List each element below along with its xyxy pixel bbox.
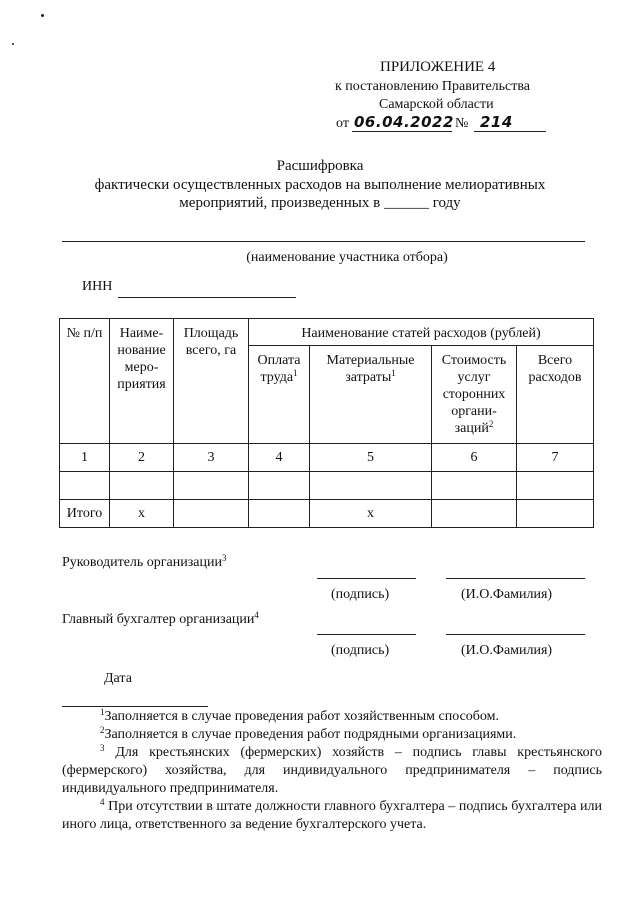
table-cell: 2 — [110, 444, 174, 472]
header-third-party-services: Стоимость услуг сторонних органи-заций$^2$ — [432, 346, 517, 444]
table-cell: 1 — [60, 444, 110, 472]
participant-caption: (наименование участника отбора) — [246, 250, 448, 265]
head-name-caption: (И.О.Фамилия) — [461, 587, 553, 602]
scan-speck — [41, 14, 44, 17]
inn-line — [118, 297, 296, 298]
date-underline — [352, 131, 452, 132]
resolution-line: к постановлению Правительства — [335, 79, 531, 94]
handwritten-number: 214 — [480, 113, 513, 131]
table-cell[interactable] — [517, 472, 594, 500]
table-cell[interactable] — [310, 472, 432, 500]
head-name-line — [446, 578, 585, 579]
total-cell: x — [110, 500, 174, 528]
head-signature-caption: (подпись) — [331, 587, 390, 602]
scan-speck — [12, 43, 14, 45]
table-cell: 3 — [174, 444, 249, 472]
table-row-empty — [60, 472, 594, 500]
table-cell: 7 — [517, 444, 594, 472]
region-line: Самарской области — [379, 97, 494, 112]
total-cell[interactable] — [174, 500, 249, 528]
total-cell: x — [310, 500, 432, 528]
accountant-signature-label: Главный бухгалтер организации$^4$ — [62, 610, 259, 627]
header-number: № п/п — [60, 319, 110, 444]
date-label: Дата — [104, 671, 132, 686]
table-cell: 5 — [310, 444, 432, 472]
table-cell[interactable] — [60, 472, 110, 500]
document-subtitle-1: фактически осуществленных расходов на выполнение мелиоративных — [94, 177, 546, 193]
table-cell[interactable] — [249, 472, 310, 500]
table-cell: 6 — [432, 444, 517, 472]
header-total-expenses: Всего расходов — [517, 346, 594, 444]
head-signature-line — [317, 578, 416, 579]
accountant-name-line — [446, 634, 585, 635]
header-area: Площадь всего, га — [174, 319, 249, 444]
header-labor-pay: Оплата труда$^1$ — [249, 346, 310, 444]
total-label: Итого — [60, 500, 110, 528]
table-cell: 4 — [249, 444, 310, 472]
total-cell[interactable] — [432, 500, 517, 528]
resolution-date-line — [336, 113, 551, 135]
footnote-4: $^4$ При отсутствии в штате должности главного бухгалтера – подпись бухгалтера или иного лица, ответственного за ведение бухгалтерского учета. — [62, 797, 602, 832]
table-cell[interactable] — [110, 472, 174, 500]
footnote-1: $^1$Заполняется в случае проведения работ хозяйственным способом. — [100, 707, 500, 724]
accountant-signature-caption: (подпись) — [331, 643, 390, 658]
appendix-title: ПРИЛОЖЕНИЕ 4 — [380, 59, 496, 75]
footnote-separator — [62, 706, 208, 707]
participant-name-line — [62, 241, 585, 242]
table-cell[interactable] — [432, 472, 517, 500]
head-signature-label: Руководитель организации$^3$ — [62, 553, 227, 570]
header-material-costs: Материальные затраты$^1$ — [310, 346, 432, 444]
accountant-name-caption: (И.О.Фамилия) — [461, 643, 553, 658]
header-expense-items: Наименование статей расходов (рублей) — [249, 319, 594, 346]
table-cell[interactable] — [174, 472, 249, 500]
total-cell[interactable] — [249, 500, 310, 528]
number-label: № — [455, 116, 469, 131]
footnote-2: $^2$Заполняется в случае проведения работ подрядными организациями. — [100, 725, 517, 742]
document-subtitle-2: мероприятий, произведенных в ______ году — [179, 195, 461, 211]
accountant-signature-line — [317, 634, 416, 635]
table-row-numbers — [60, 444, 594, 472]
expenses-table — [59, 318, 594, 528]
total-cell[interactable] — [517, 500, 594, 528]
inn-label: ИНН — [82, 279, 113, 294]
table-row-total — [60, 500, 594, 528]
header-activity-name: Наиме-нование меро-приятия — [110, 319, 174, 444]
footnote-3: $^3$ Для крестьянских (фермерских) хозяйств – подпись главы крестьянского (фермерского) хозяйства, для индивидуального предпринимателя – подпись индивидуального предпринимателя. — [62, 743, 603, 796]
number-underline — [474, 131, 546, 132]
handwritten-date: 06.04.2022 — [354, 113, 454, 131]
from-label: от — [336, 116, 349, 131]
document-title: Расшифровка — [276, 158, 364, 174]
